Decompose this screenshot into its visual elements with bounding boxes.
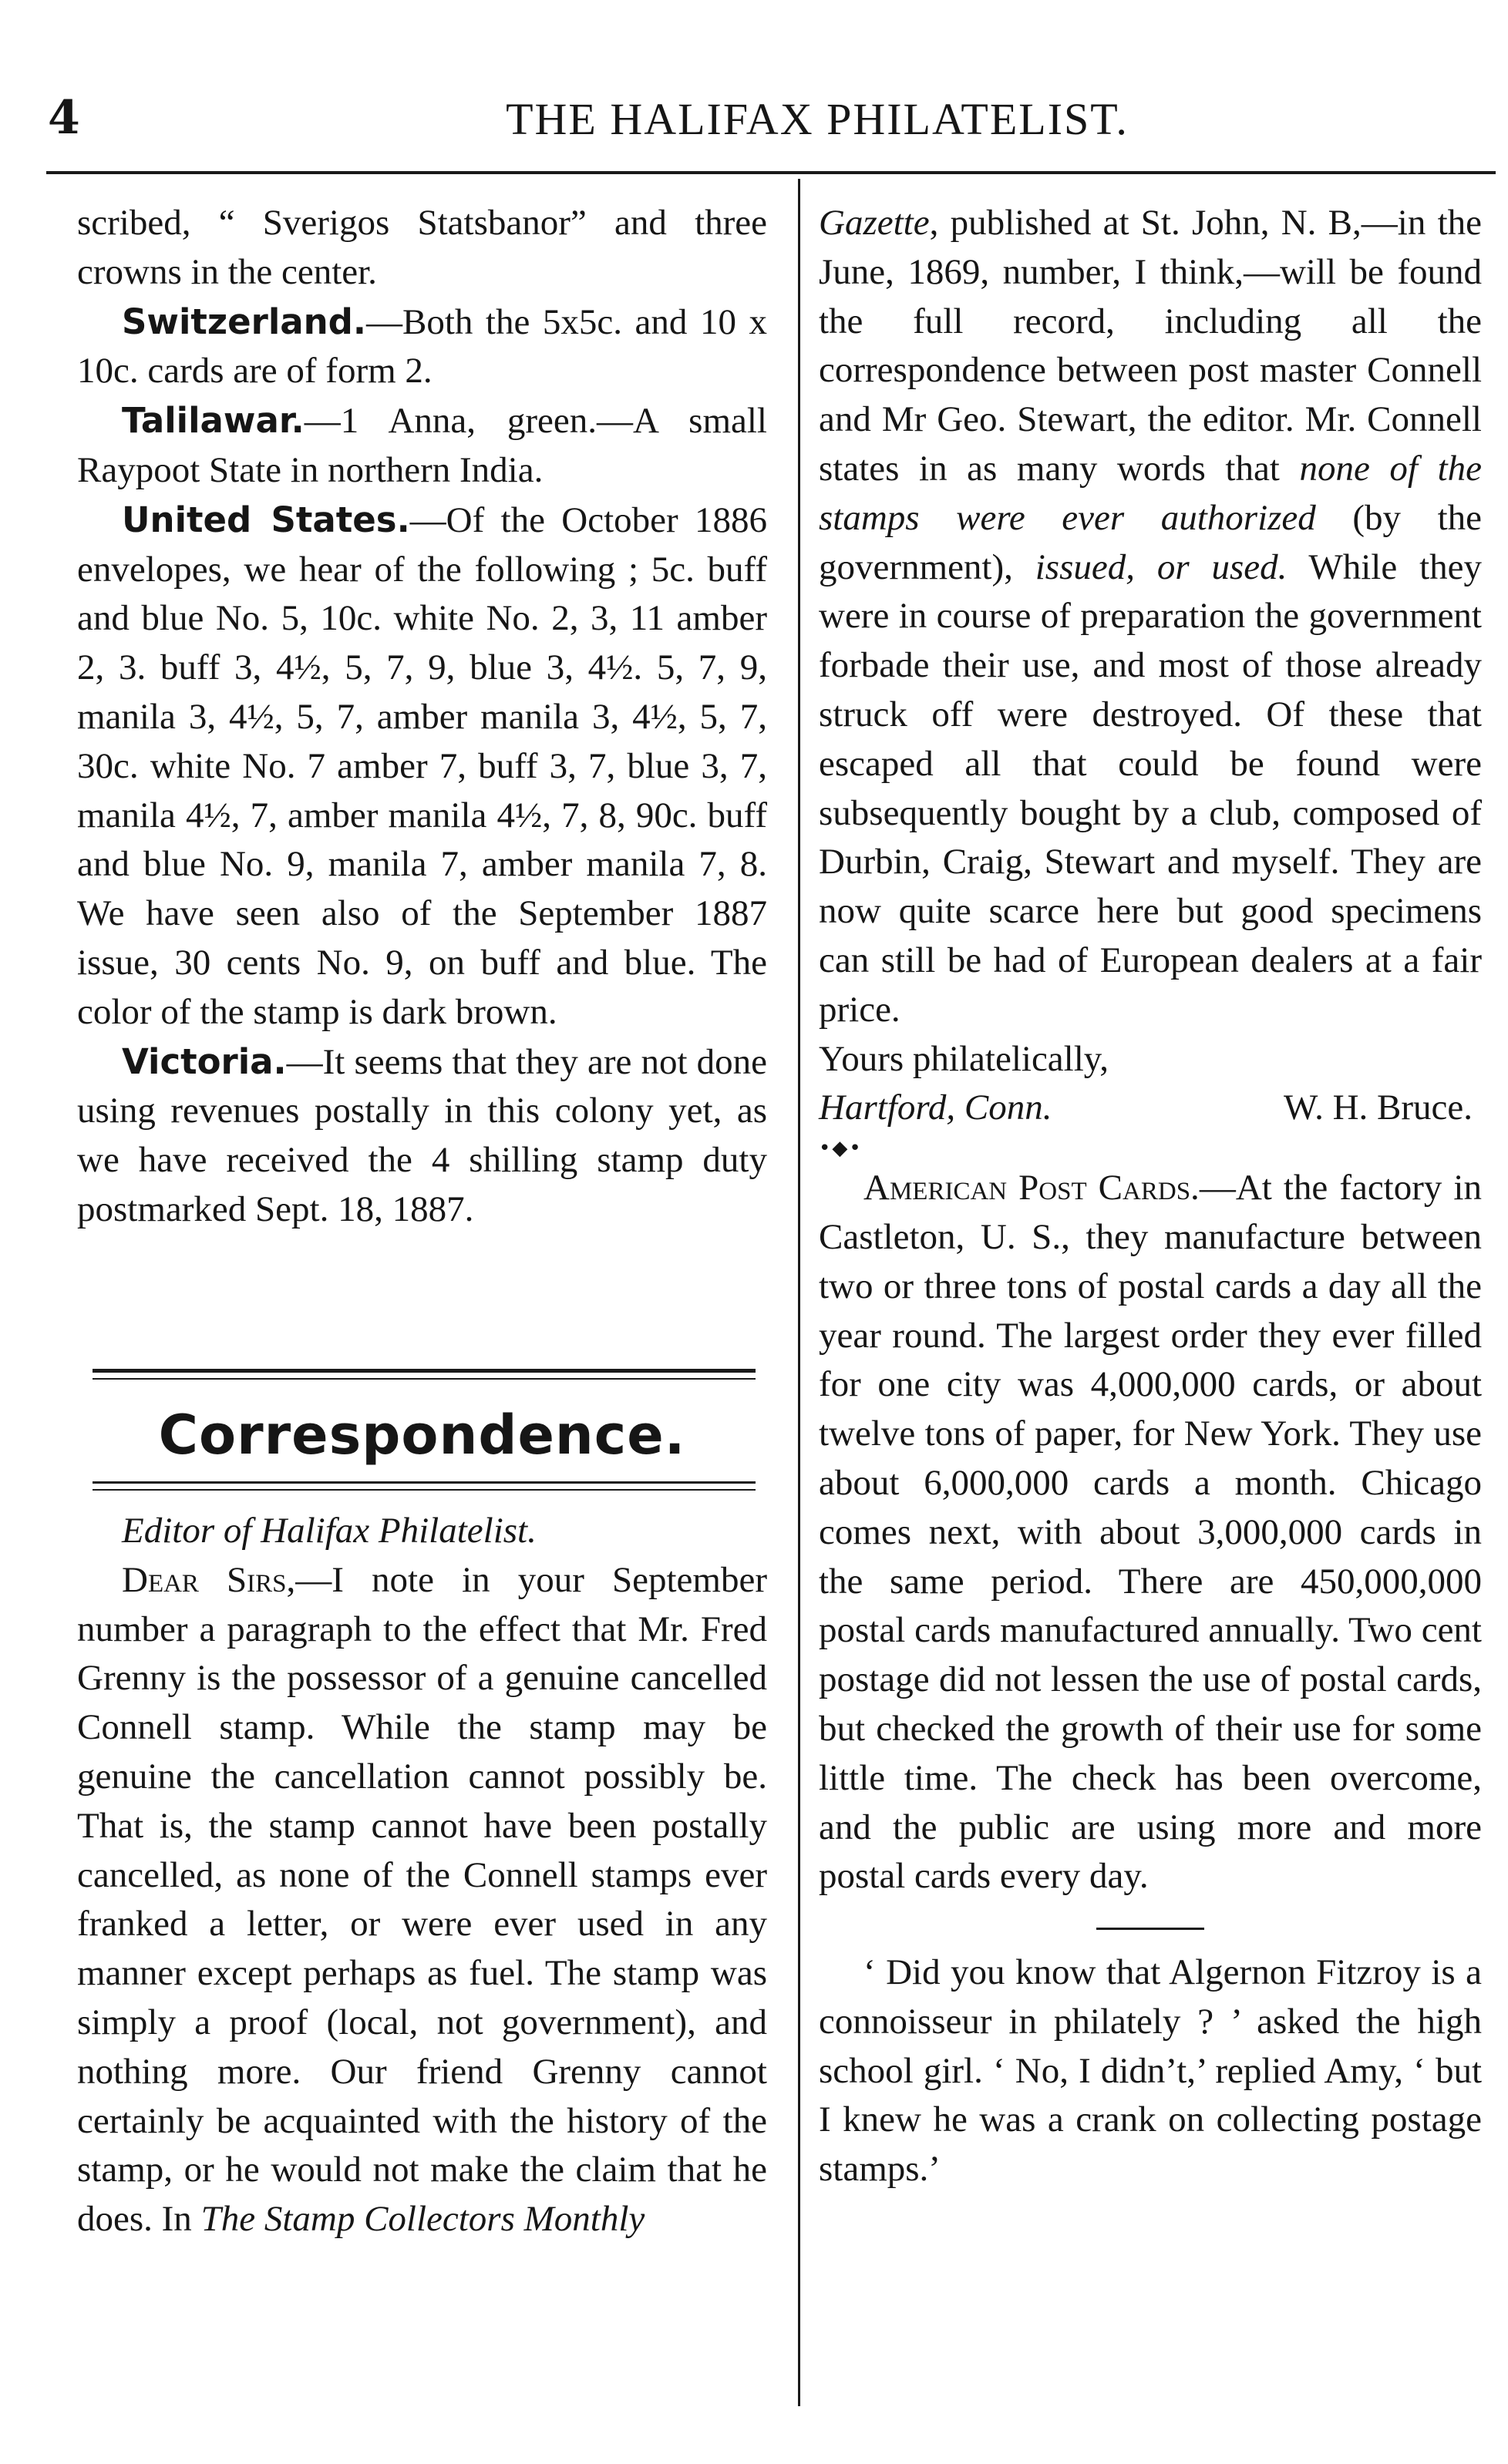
section-heading: Talilawar.	[122, 400, 305, 442]
column-divider	[798, 179, 800, 2406]
letter-text	[77, 1556, 767, 2244]
paragraph-united-states	[77, 496, 767, 1037]
letter-text: While they were in course of preparation the government forbade their use, and most of those already struck off were destroyed. Of these that escaped all that could be found were subsequently bought by a club, composed of Durbin, Craig, Stewart and myself. They are now quite scarce here but good specimens can still be had of European dealers at a fair price.	[819, 546, 1482, 1030]
letter-emphasis: none of the stamps were ever authorized	[819, 448, 1482, 538]
dear-sirs: Dear Sirs,	[122, 1559, 296, 1600]
right-column	[819, 199, 1482, 2194]
ornament-divider: •◆•	[819, 1137, 863, 1161]
letter-text: , published at St. John, N. B,—in the June, 1869, number, I think,—will be found the full record, including all the correspondence between post master Connell and Mr Geo. Stewart, the editor. Mr. Connell states in as many words that	[819, 203, 1482, 489]
page-title: THE HALIFAX PHILATELIST.	[506, 94, 1129, 144]
section-heading: Switzerland.	[122, 301, 366, 342]
publication-title: Gazette	[819, 203, 930, 243]
correspondence-heading: Correspondence.	[158, 1403, 686, 1467]
paragraph-text: —Both the 5x5c. and 10 x 10c. cards are of form 2.	[77, 301, 767, 392]
signature-name: W. H. Bruce.	[1284, 1087, 1473, 1128]
section-rule-top	[93, 1369, 756, 1373]
section-heading: American Post Cards.	[863, 1168, 1200, 1208]
section-rule-top-thin	[93, 1378, 756, 1380]
paragraph-american-post-cards	[819, 1164, 1482, 1901]
correspondence-letter	[77, 1507, 767, 2244]
page-number: 4	[48, 91, 80, 145]
closing: Yours philatelically,	[819, 1038, 1109, 1079]
publication-title: The Stamp Collectors Monthly	[200, 2199, 645, 2240]
signature-place: Hartford, Conn.	[819, 1087, 1052, 1128]
paragraph-anecdote: ‘ Did you know that Algernon Fitzroy is a connoisseur in philately ? ’ asked the high school girl. ‘ No, I didn’t,’ replied Amy, ‘ but I knew he was a crank on collecting postage stamps.’	[819, 1952, 1482, 2190]
signature-line	[819, 1084, 1482, 1133]
paragraph-talilawar	[77, 396, 767, 496]
short-divider	[1096, 1928, 1204, 1930]
section-heading: Victoria.	[122, 1040, 287, 1082]
paragraph-text: —Of the October 1886 envelopes, we hear of the following ; 5c. buff and blue No. 5, 10c. white No. 2, 3, 11 amber 2, 3. buff 3, 4½, 5, 7, 9, blue 3, 4½. 5, 7, 9, manila 3, 4½, 5, 7, amber manila 3, 4½, 5, 7, 30c. white No. 7 amber 7, buff 3, 7, blue 3, 7, manila 4½, 7, amber manila 4½, 7, 8, 90c. buff and blue No. 9, manila 7, amber manila 7, 8. We have seen also of the September 1887 issue, 30 cents No. 9, on buff and blue. The color of the stamp is dark brown.	[77, 499, 767, 1032]
header-rule	[46, 171, 1496, 174]
letter-continuation	[819, 199, 1482, 1035]
paragraph-text: —1 Anna, green.—A small Raypoot State in northern India.	[77, 401, 767, 490]
paragraph-text: —At the factory in Castleton, U. S., they manufacture between two or three tons of postal cards a day all the year round. The largest order they ever filled for one city was 4,000,000 cards, or about twelve tons of paper, for New York. They use about 6,000,000 cards a month. Chicago comes next, with about 3,000,000 cards in the same period. There are 450,000,000 postal cards manufactured annually. Two cent postage did not lessen the use of postal cards, but checked the growth of their use for some little time. The check has been overcome, and the public are using more and more postal cards every day.	[819, 1168, 1482, 1897]
section-rule-bottom	[93, 1481, 756, 1484]
paragraph-switzerland	[77, 297, 767, 397]
paragraph-text: —It seems that they are not done using revenues postally in this colony yet, as we have received the 4 shilling stamp duty postmarked Sept. 18, 1887.	[77, 1041, 767, 1229]
paragraph-victoria	[77, 1037, 767, 1235]
letter-body: —I note in your September number a paragraph to the effect that Mr. Fred Grenny is the possessor of a genuine cancelled Connell stamp. While the stamp may be genuine the cancellation cannot possibly be. That is, the stamp cannot have been postally cancelled, as none of the Connell stamps ever franked a letter, or were ever used in any manner except perhaps as fuel. The stamp was simply a proof (local, not government), and nothing more. Our friend Grenny cannot certainly be acquainted with the history of the stamp, or he would not make the claim that he does. In	[77, 1559, 767, 2240]
section-rule-bottom-thin	[93, 1489, 756, 1491]
letter-text: (by the government),	[819, 497, 1482, 587]
section-heading: United States.	[122, 499, 410, 540]
letter-emphasis: issued, or used.	[1035, 546, 1288, 587]
left-column	[77, 199, 767, 1235]
editor-salutation: Editor of Halifax Philatelist.	[122, 1511, 537, 1551]
paragraph-sweden: scribed, “ Sverigos Statsbanor” and three crowns in the center.	[77, 203, 767, 292]
